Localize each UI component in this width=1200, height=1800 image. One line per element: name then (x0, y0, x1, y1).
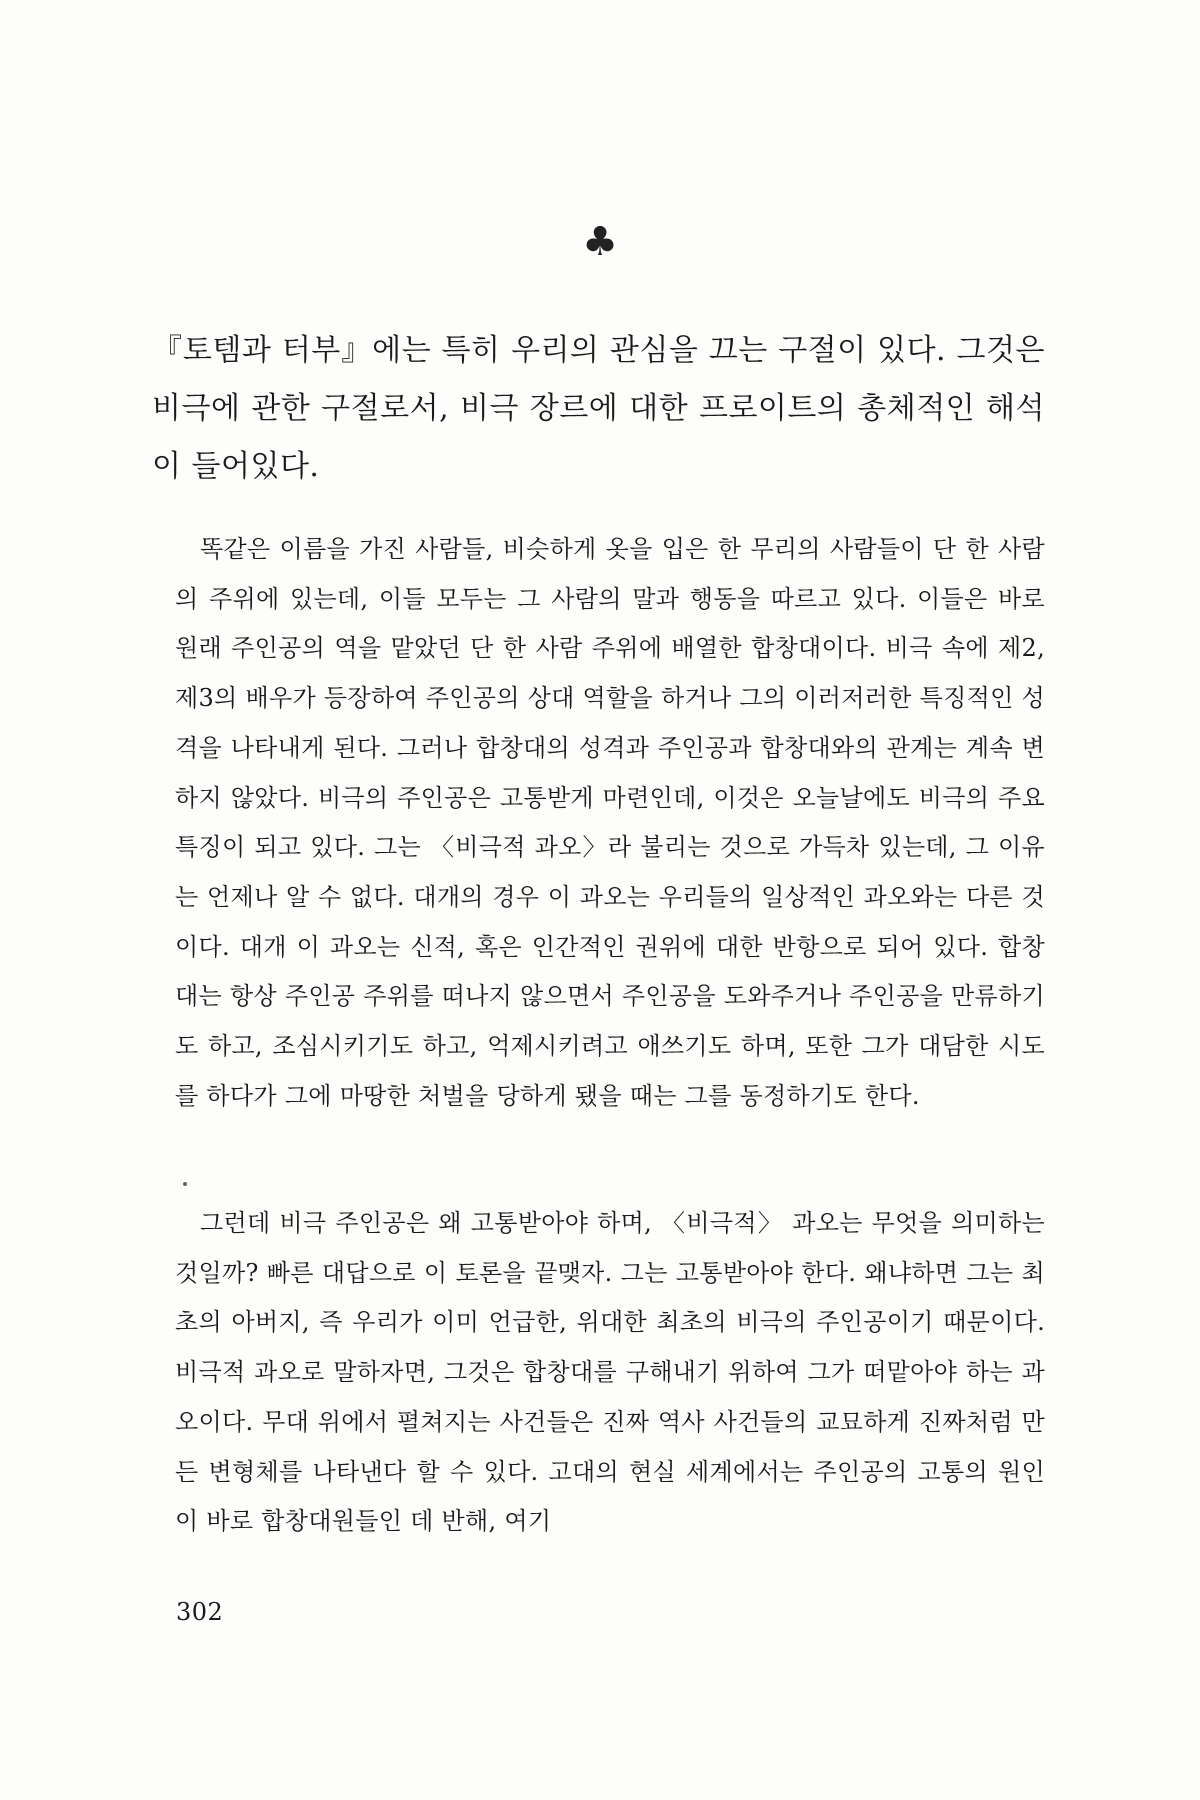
speck-mark (183, 1182, 187, 1186)
block-quote-text-1: 똑같은 이름을 가진 사람들, 비슷하게 옷을 입은 한 무리의 사람들이 단 한 사람의 주위에 있는데, 이들 모두는 그 사람의 말과 행동을 따르고 있다. 이들은 바로 원래 주인공의 역을 맡았던 단 한 사람 주위에 배열한 합창대이다. 비극 속에 제2, 제3의 배우가 등장하여 주인공의 상대 역할을 하거나 그의 이러저러한 특징적인 성격을 나타내게 된다. 그러나 합창대의 성격과 주인공과 합창대와의 관계는 계속 변하지 않았다. 비극의 주인공은 고통받게 마련인데, 이것은 오늘날에도 비극의 주요 특징이 되고 있다. 그는 〈비극적 과오〉라 불리는 것으로 가득차 있는데, 그 이유는 언제나 알 수 없다. 대개의 경우 이 과오는 우리들의 일상적인 과오와는 다른 것이다. 대개 이 과오는 신적, 혹은 인간적인 권위에 대한 반항으로 되어 있다. 합창대는 항상 주인공 주위를 떠나지 않으면서 주인공을 도와주거나 주인공을 만류하기도 하고, 조심시키기도 하고, 억제시키려고 애쓰기도 하며, 또한 그가 대담한 시도를 하다가 그에 마땅한 처벌을 당하게 됐을 때는 그를 동정하기도 한다. (175, 535, 1045, 1110)
club-ornament-icon: ♣ (582, 219, 618, 265)
block-quote-paragraph-1 (175, 525, 1045, 1121)
block-quote-text-2: 그런데 비극 주인공은 왜 고통받아야 하며, 〈비극적〉 과오는 무엇을 의미하는 것일까? 빠른 대답으로 이 토론을 끝맺자. 그는 고통받아야 한다. 왜냐하면 그는 최초의 아버지, 즉 우리가 이미 언급한, 위대한 최초의 비극의 주인공이기 때문이다. 비극적 과오로 말하자면, 그것은 합창대를 구해내기 위하여 그가 떠맡아야 하는 과오이다. 무대 위에서 펼쳐지는 사건들은 진짜 역사 사건들의 교묘하게 진짜처럼 만든 변형체를 나타낸다 할 수 있다. 고대의 현실 세계에서는 주인공의 고통의 원인이 바로 합창대원들인 데 반해, 여기 (175, 1209, 1046, 1536)
block-quote-paragraph-2 (175, 1199, 1045, 1547)
page-number: 302 (176, 1598, 224, 1626)
intro-paragraph: 『토템과 터부』에는 특히 우리의 관심을 끄는 구절이 있다. 그것은 비극에 관한 구절로서, 비극 장르에 대한 프로이트의 총체적인 해석이 들어있다. (152, 333, 1045, 484)
